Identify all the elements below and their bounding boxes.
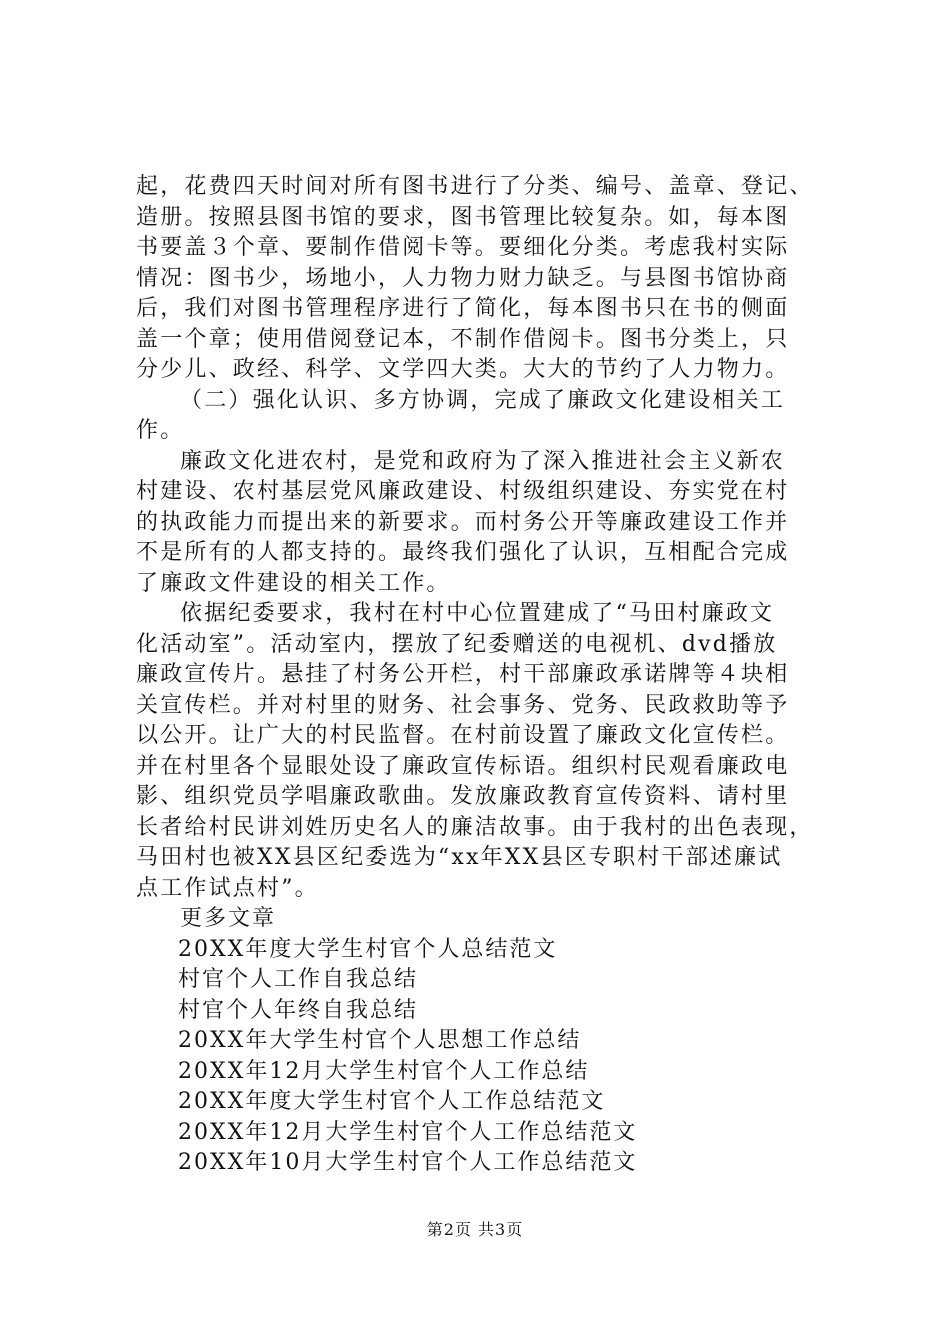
text-line: 不是所有的人都支持的。最终我们强化了认识，互相配合完成 <box>136 540 790 565</box>
section-heading: （二）强化认识、多方协调，完成了廉政文化建设相关工 <box>180 387 786 413</box>
article-link[interactable]: 20XX年度大学生村官个人工作总结范文 <box>178 1089 606 1114</box>
text-line: 了廉政文件建设的相关工作。 <box>136 570 451 596</box>
text-line: 起，花费四天时间对所有图书进行了分类、编号、盖章、登记、 <box>136 174 814 199</box>
text-line: 情况：图书少，场地小，人力物力财力缺乏。与县图书馆协商 <box>136 265 790 291</box>
text-line: 长者给村民讲刘姓历史名人的廉洁故事。由于我村的出色表现， <box>136 814 814 840</box>
article-link[interactable]: 20XX年12月大学生村官个人工作总结 <box>178 1058 590 1084</box>
page-number: 第2页 共3页 <box>426 1220 524 1239</box>
more-articles <box>136 904 826 1179</box>
article-link[interactable]: 20XX年大学生村官个人思想工作总结 <box>178 1028 582 1053</box>
text-line: 以公开。让广大的村民监督。在村前设置了廉政文化宣传栏。 <box>136 723 790 748</box>
text-line: 影、组织党员学唱廉政歌曲。发放廉政教育宣传资料、请村里 <box>136 784 790 809</box>
document-body <box>136 172 826 1179</box>
article-link[interactable]: 20XX年12月大学生村官个人工作总结范文 <box>178 1119 638 1145</box>
article-link[interactable]: 村官个人年终自我总结 <box>178 997 419 1023</box>
article-text <box>136 172 826 904</box>
text-line: 后，我们对图书管理程序进行了简化，每本图书只在书的侧面 <box>136 296 790 321</box>
more-articles-heading: 更多文章 <box>180 906 277 931</box>
text-line: 马田村也被XX县区纪委选为“xx年XX县区专职村干部述廉试 <box>136 845 783 870</box>
text-line: 化活动室”。活动室内，摆放了纪委赠送的电视机、dvd播放 <box>136 631 778 657</box>
article-link[interactable]: 20XX年度大学生村官个人总结范文 <box>178 936 558 962</box>
text-line: 关宣传栏。并对村里的财务、社会事务、党务、民政救助等予 <box>136 692 790 718</box>
text-line: 的执政能力而提出来的新要求。而村务公开等廉政建设工作并 <box>136 509 790 535</box>
text-line: 点工作试点村”。 <box>136 875 319 901</box>
paragraph-start: 依据纪委要求，我村在村中心位置建成了“马田村廉政文 <box>180 601 775 626</box>
text-line: 盖一个章；使用借阅登记本，不制作借阅卡。图书分类上，只 <box>136 326 790 352</box>
text-line: 并在村里各个显眼处设了廉政宣传标语。组织村民观看廉政电 <box>136 753 790 779</box>
text-line: 分少儿、政经、科学、文学四大类。大大的节约了人力物力。 <box>136 357 790 382</box>
paragraph-start: 廉政文化进农村，是党和政府为了深入推进社会主义新农 <box>180 448 786 474</box>
article-link[interactable]: 村官个人工作自我总结 <box>178 967 419 992</box>
text-line: 村建设、农村基层党风廉政建设、村级组织建设、夯实党在村 <box>136 479 790 504</box>
article-link[interactable]: 20XX年10月大学生村官个人工作总结范文 <box>178 1150 638 1175</box>
text-line: 作。 <box>136 418 185 443</box>
text-line: 造册。按照县图书馆的要求，图书管理比较复杂。如，每本图 <box>136 204 790 230</box>
text-line: 廉政宣传片。悬挂了村务公开栏，村干部廉政承诺牌等４块相 <box>136 662 790 687</box>
text-line: 书要盖３个章、要制作借阅卡等。要细化分类。考虑我村实际 <box>136 235 790 260</box>
